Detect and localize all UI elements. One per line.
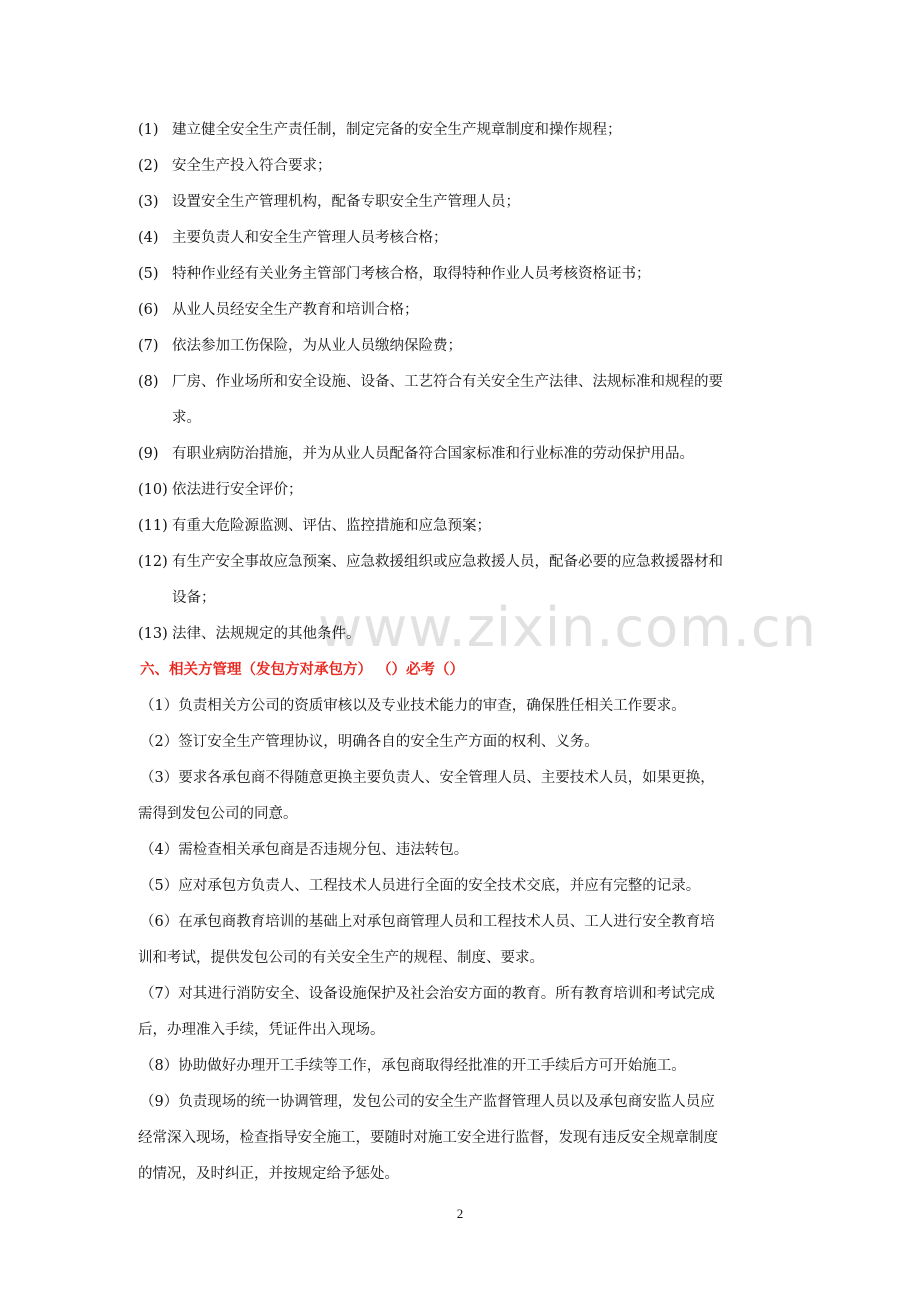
watermark-text: www.zixin.com.cn (318, 596, 817, 659)
management-paragraph (138, 688, 788, 724)
condition-number: (6) (138, 302, 159, 318)
condition-number: (9) (138, 446, 159, 462)
condition-item (138, 292, 788, 328)
condition-number: (10) (138, 482, 168, 498)
paragraph-text-line: 经常深入现场，检查指导安全施工，要随时对施工安全进行监督，发现有违反安全规章制度 (138, 1130, 718, 1146)
management-paragraph (138, 1084, 788, 1192)
condition-item (138, 184, 788, 220)
condition-text-line: 依法进行安全评价； (172, 482, 303, 498)
paragraph-text-line: （2）签订安全生产管理协议，明确各自的安全生产方面的权利、义务。 (140, 734, 599, 750)
management-paragraph (138, 724, 788, 760)
condition-item (138, 364, 788, 436)
paragraph-text-line: （7）对其进行消防安全、设备设施保护及社会治安方面的教育。所有教育培训和考试完成 (140, 986, 715, 1002)
management-paragraph (138, 868, 788, 904)
condition-text-line: 依法参加工伤保险，为从业人员缴纳保险费； (172, 338, 462, 354)
management-paragraph (138, 832, 788, 868)
paragraph-text-line: （3）要求各承包商不得随意更换主要负责人、安全管理人员、主要技术人员，如果更换， (140, 770, 715, 786)
condition-item (138, 148, 788, 184)
condition-number: (8) (138, 374, 159, 390)
condition-item (138, 616, 788, 652)
condition-item (138, 436, 788, 472)
condition-text-line: 有职业病防治措施，并为从业人员配备符合国家标准和行业标准的劳动保护用品。 (172, 446, 694, 462)
condition-text-line: 法律、法规规定的其他条件。 (172, 626, 361, 642)
paragraph-text-line: 后，办理准入手续，凭证件出入现场。 (138, 1022, 385, 1038)
paragraph-text-line: （4）需检查相关承包商是否违规分包、违法转包。 (140, 842, 469, 858)
condition-item (138, 544, 788, 616)
condition-text-line: 厂房、作业场所和安全设施、设备、工艺符合有关安全生产法律、法规标准和规程的要 (172, 374, 723, 390)
condition-number: (12) (138, 554, 168, 570)
condition-text-line: 安全生产投入符合要求； (172, 158, 332, 174)
condition-number: (13) (138, 626, 168, 642)
section-heading: 六、相关方管理（发包方对承包方） （）必考（） (140, 661, 465, 678)
management-paragraph (138, 976, 788, 1048)
management-paragraph (138, 760, 788, 832)
condition-text-line: 有生产安全事故应急预案、应急救援组织或应急救援人员，配备必要的应急救援器材和 (172, 554, 723, 570)
condition-item (138, 508, 788, 544)
condition-text-line: 求。 (172, 410, 201, 426)
condition-number: (1) (138, 122, 159, 138)
condition-item (138, 256, 788, 292)
paragraph-text-line: （8）协助做好办理开工手续等工作，承包商取得经批准的开工手续后方可开始施工。 (140, 1058, 686, 1074)
paragraph-text-line: 训和考试，提供发包公司的有关安全生产的规程、制度、要求。 (138, 950, 544, 966)
condition-text-line: 从业人员经安全生产教育和培训合格； (172, 302, 419, 318)
condition-item (138, 112, 788, 148)
condition-text-line: 建立健全安全生产责任制，制定完备的安全生产规章制度和操作规程； (172, 122, 622, 138)
condition-item (138, 220, 788, 256)
management-paragraph (138, 904, 788, 976)
paragraph-text-line: 的情况，及时纠正，并按规定给予惩处。 (138, 1166, 399, 1182)
condition-number: (4) (138, 230, 159, 246)
condition-text-line: 特种作业经有关业务主管部门考核合格，取得特种作业人员考核资格证书； (172, 266, 651, 282)
paragraph-list (138, 688, 788, 1192)
paragraph-text-line: 需得到发包公司的同意。 (138, 806, 298, 822)
condition-number: (11) (138, 518, 168, 534)
condition-item (138, 472, 788, 508)
condition-text-line: 主要负责人和安全生产管理人员考核合格； (172, 230, 448, 246)
condition-number: (3) (138, 194, 159, 210)
condition-text-line: 设置安全生产管理机构，配备专职安全生产管理人员； (172, 194, 520, 210)
condition-text-line: 设备； (172, 590, 216, 606)
page-number: 2 (456, 1206, 464, 1221)
paragraph-text-line: （6）在承包商教育培训的基础上对承包商管理人员和工程技术人员、工人进行安全教育培 (140, 914, 715, 930)
condition-number: (2) (138, 158, 159, 174)
paragraph-text-line: （5）应对承包方负责人、工程技术人员进行全面的安全技术交底，并应有完整的记录。 (140, 878, 701, 894)
document-content (138, 112, 788, 1192)
paragraph-text-line: （1）负责相关方公司的资质审核以及专业技术能力的审查，确保胜任相关工作要求。 (140, 698, 686, 714)
condition-text-line: 有重大危险源监测、评估、监控措施和应急预案； (172, 518, 491, 534)
paragraph-text-line: （9）负责现场的统一协调管理，发包公司的安全生产监督管理人员以及承包商安监人员应 (140, 1094, 715, 1110)
condition-number: (7) (138, 338, 159, 354)
management-paragraph (138, 1048, 788, 1084)
conditions-list (138, 112, 788, 652)
condition-number: (5) (138, 266, 159, 282)
condition-item (138, 328, 788, 364)
